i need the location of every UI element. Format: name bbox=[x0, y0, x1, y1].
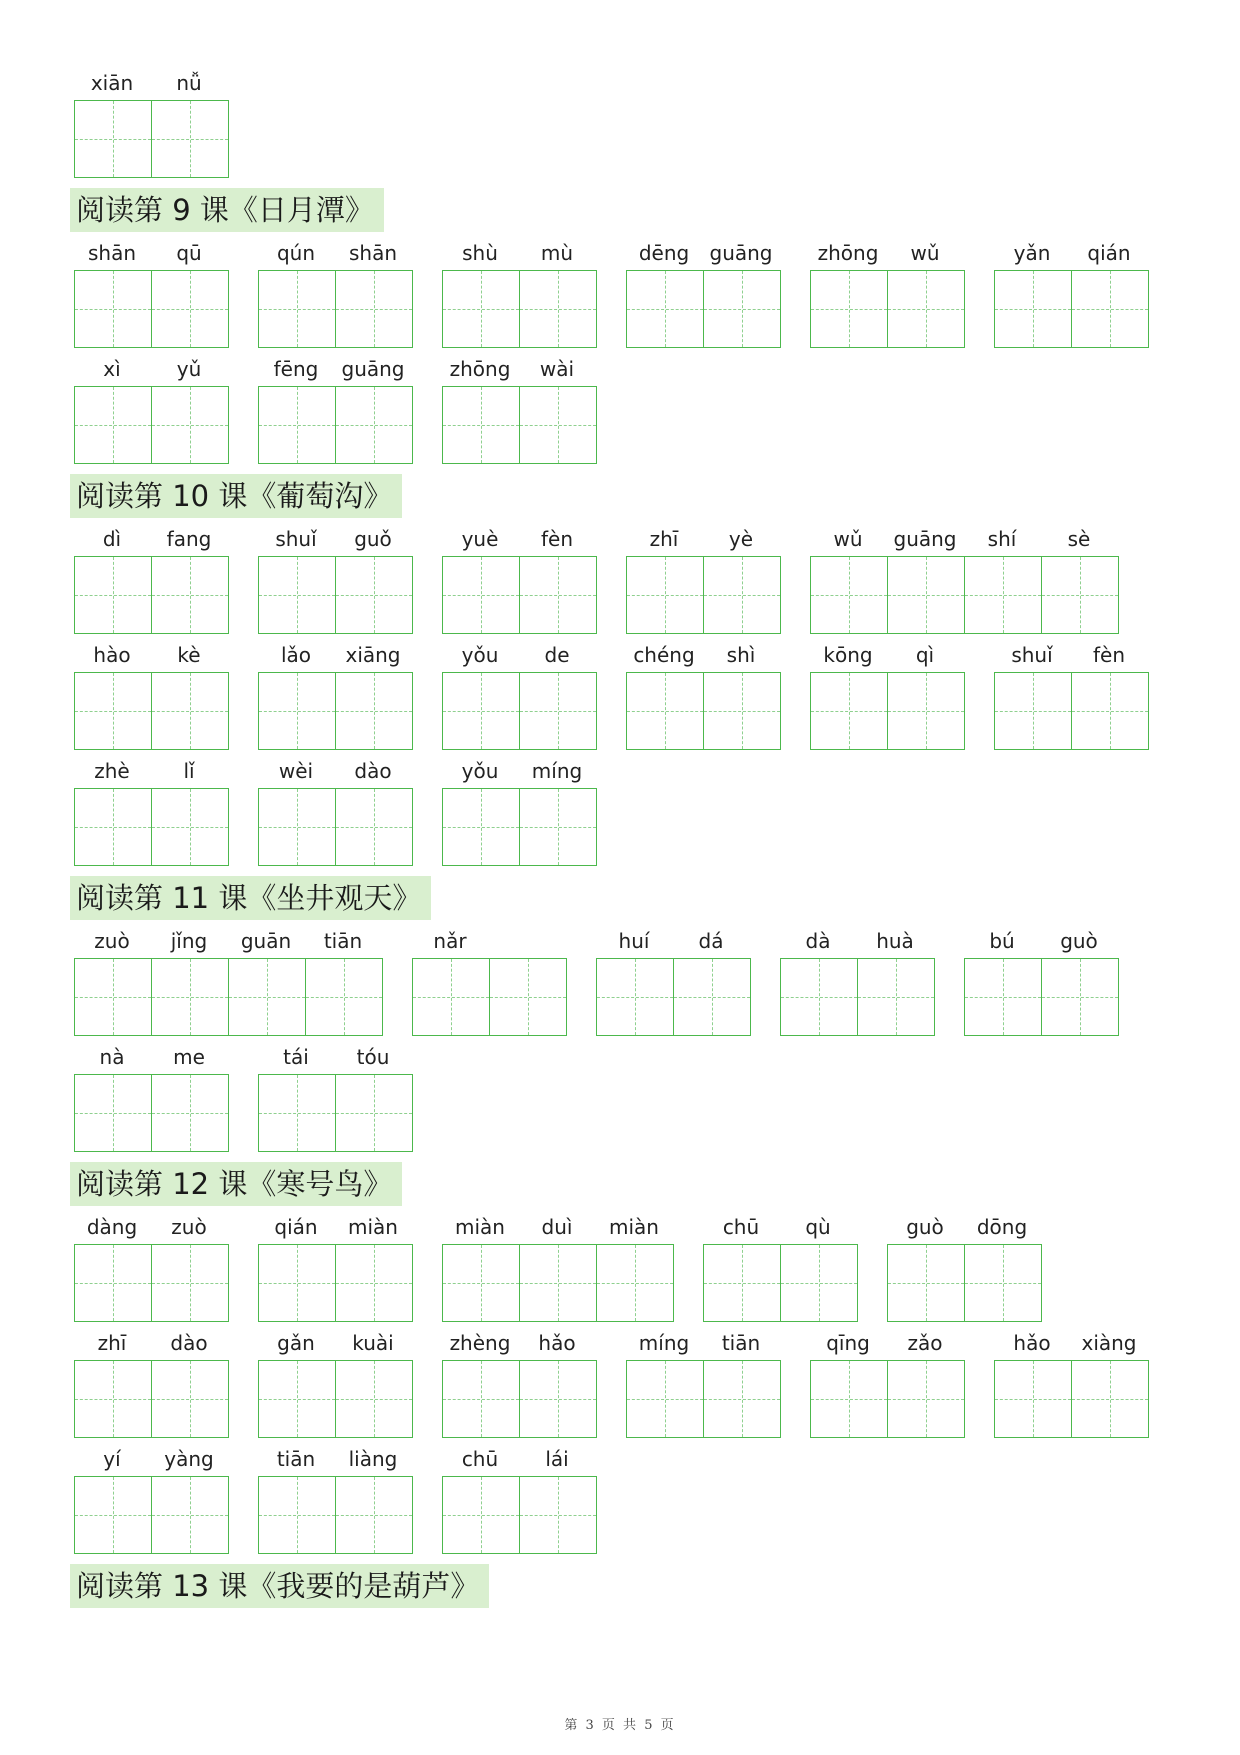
lesson-heading: 阅读第 11 课《坐井观天》 bbox=[70, 876, 431, 920]
pinyin-syllable: dì bbox=[102, 527, 122, 551]
tian-zi-ge-cell[interactable] bbox=[626, 270, 704, 348]
writing-grid bbox=[258, 1476, 413, 1554]
pinyin-syllable: miàn bbox=[609, 1215, 659, 1239]
pinyin-syllable: chū bbox=[722, 1215, 760, 1239]
pinyin-syllable: hǎo bbox=[538, 1331, 576, 1355]
tian-zi-ge-cell[interactable] bbox=[228, 958, 306, 1036]
tian-zi-ge-cell[interactable] bbox=[519, 1476, 597, 1554]
pinyin-syllable: shān bbox=[87, 241, 137, 265]
tian-zi-ge-cell[interactable] bbox=[1071, 1360, 1149, 1438]
pinyin-syllable: yuè bbox=[461, 527, 499, 551]
pinyin-syllable: dào bbox=[354, 759, 392, 783]
writing-grid bbox=[74, 1074, 229, 1152]
tian-zi-ge-cell[interactable] bbox=[994, 672, 1072, 750]
pinyin-syllable: wèi bbox=[278, 759, 314, 783]
pinyin-syllable: tóu bbox=[356, 1045, 390, 1069]
tian-zi-ge-cell[interactable] bbox=[74, 386, 152, 464]
writing-grid bbox=[74, 386, 229, 464]
writing-grid bbox=[258, 1074, 413, 1152]
tian-zi-ge-cell[interactable] bbox=[442, 788, 520, 866]
pinyin-syllable: chū bbox=[461, 1447, 499, 1471]
writing-grid bbox=[442, 788, 597, 866]
tian-zi-ge-cell[interactable] bbox=[335, 270, 413, 348]
writing-grid bbox=[994, 1360, 1149, 1438]
tian-zi-ge-cell[interactable] bbox=[810, 672, 888, 750]
pinyin-syllable: lǎo bbox=[280, 643, 312, 667]
tian-zi-ge-cell[interactable] bbox=[519, 788, 597, 866]
pinyin-syllable: xiāng bbox=[345, 643, 401, 667]
pinyin-syllable: gǎn bbox=[277, 1331, 315, 1355]
tian-zi-ge-cell[interactable] bbox=[810, 1360, 888, 1438]
pinyin-syllable: zhī bbox=[649, 527, 679, 551]
tian-zi-ge-cell[interactable] bbox=[1071, 672, 1149, 750]
pinyin-syllable: fēng bbox=[273, 357, 319, 381]
tian-zi-ge-cell[interactable] bbox=[673, 958, 751, 1036]
tian-zi-ge-cell[interactable] bbox=[489, 958, 567, 1036]
tian-zi-ge-cell[interactable] bbox=[519, 1244, 597, 1322]
writing-grid bbox=[258, 270, 413, 348]
tian-zi-ge-cell[interactable] bbox=[74, 672, 152, 750]
writing-grid bbox=[74, 556, 229, 634]
tian-zi-ge-cell[interactable] bbox=[412, 958, 490, 1036]
tian-zi-ge-cell[interactable] bbox=[626, 556, 704, 634]
writing-grid bbox=[74, 1360, 229, 1438]
tian-zi-ge-cell[interactable] bbox=[258, 672, 336, 750]
pinyin-syllable: dào bbox=[170, 1331, 208, 1355]
pinyin-syllable: yè bbox=[728, 527, 754, 551]
writing-grid bbox=[810, 1360, 965, 1438]
writing-grid bbox=[74, 270, 229, 348]
writing-grid bbox=[626, 1360, 781, 1438]
pinyin-syllable: wǔ bbox=[910, 241, 940, 265]
writing-grid bbox=[994, 672, 1149, 750]
tian-zi-ge-cell[interactable] bbox=[780, 958, 858, 1036]
pinyin-syllable: xiàng bbox=[1081, 1331, 1137, 1355]
pinyin-syllable: zhōng bbox=[449, 357, 511, 381]
tian-zi-ge-cell[interactable] bbox=[258, 386, 336, 464]
tian-zi-ge-cell[interactable] bbox=[442, 386, 520, 464]
pinyin-syllable: fèn bbox=[1092, 643, 1126, 667]
writing-grid bbox=[703, 1244, 858, 1322]
tian-zi-ge-cell[interactable] bbox=[442, 556, 520, 634]
pinyin-syllable: zuò bbox=[94, 929, 130, 953]
writing-grid bbox=[74, 1476, 229, 1554]
pinyin-syllable: zhèng bbox=[449, 1331, 511, 1355]
tian-zi-ge-cell[interactable] bbox=[335, 1476, 413, 1554]
tian-zi-ge-cell[interactable] bbox=[74, 1360, 152, 1438]
tian-zi-ge-cell[interactable] bbox=[151, 270, 229, 348]
pinyin-syllable: miàn bbox=[455, 1215, 505, 1239]
tian-zi-ge-cell[interactable] bbox=[780, 1244, 858, 1322]
tian-zi-ge-cell[interactable] bbox=[258, 1074, 336, 1152]
writing-grid bbox=[810, 556, 1119, 634]
pinyin-syllable: xì bbox=[103, 357, 121, 381]
writing-grid bbox=[74, 100, 229, 178]
pinyin-syllable: nǚ bbox=[176, 71, 202, 95]
pinyin-syllable: guāng bbox=[341, 357, 405, 381]
tian-zi-ge-cell[interactable] bbox=[810, 270, 888, 348]
pinyin-syllable: qīng bbox=[826, 1331, 870, 1355]
pinyin-syllable: kè bbox=[177, 643, 201, 667]
pinyin-syllable: sè bbox=[1067, 527, 1091, 551]
pinyin-syllable: shì bbox=[726, 643, 756, 667]
writing-grid bbox=[810, 672, 965, 750]
writing-grid bbox=[964, 958, 1119, 1036]
pinyin-syllable: qián bbox=[274, 1215, 318, 1239]
pinyin-syllable: chéng bbox=[633, 643, 695, 667]
tian-zi-ge-cell[interactable] bbox=[258, 1244, 336, 1322]
writing-grid bbox=[442, 556, 597, 634]
pinyin-syllable: miàn bbox=[348, 1215, 398, 1239]
tian-zi-ge-cell[interactable] bbox=[74, 1476, 152, 1554]
tian-zi-ge-cell[interactable] bbox=[74, 100, 152, 178]
pinyin-syllable: míng bbox=[531, 759, 583, 783]
pinyin-syllable: wǔ bbox=[833, 527, 863, 551]
tian-zi-ge-cell[interactable] bbox=[810, 556, 888, 634]
pinyin-syllable: guǒ bbox=[354, 527, 392, 551]
page-footer: 第 3 页 共 5 页 bbox=[564, 1718, 676, 1733]
pinyin-syllable: yí bbox=[103, 1447, 121, 1471]
writing-grid bbox=[442, 672, 597, 750]
tian-zi-ge-cell[interactable] bbox=[335, 1074, 413, 1152]
pinyin-syllable: de bbox=[544, 643, 570, 667]
pinyin-syllable: tiān bbox=[276, 1447, 316, 1471]
tian-zi-ge-cell[interactable] bbox=[151, 1476, 229, 1554]
writing-grid bbox=[258, 788, 413, 866]
pinyin-syllable: shù bbox=[462, 241, 498, 265]
tian-zi-ge-cell[interactable] bbox=[887, 1244, 965, 1322]
tian-zi-ge-cell[interactable] bbox=[703, 270, 781, 348]
pinyin-syllable: qián bbox=[1087, 241, 1131, 265]
pinyin-syllable: yǎn bbox=[1013, 241, 1051, 265]
pinyin-syllable: tiān bbox=[721, 1331, 761, 1355]
pinyin-syllable: míng bbox=[638, 1331, 690, 1355]
pinyin-syllable: huí bbox=[618, 929, 650, 953]
tian-zi-ge-cell[interactable] bbox=[258, 788, 336, 866]
pinyin-syllable: lǐ bbox=[183, 759, 195, 783]
writing-grid bbox=[258, 386, 413, 464]
lesson-heading: 阅读第 13 课《我要的是葫芦》 bbox=[70, 1564, 489, 1608]
pinyin-syllable: zǎo bbox=[907, 1331, 943, 1355]
pinyin-syllable: yàng bbox=[164, 1447, 214, 1471]
tian-zi-ge-cell[interactable] bbox=[626, 1360, 704, 1438]
pinyin-syllable: dà bbox=[805, 929, 831, 953]
writing-grid bbox=[442, 386, 597, 464]
pinyin-syllable: wài bbox=[539, 357, 575, 381]
tian-zi-ge-cell[interactable] bbox=[305, 958, 383, 1036]
tian-zi-ge-cell[interactable] bbox=[258, 556, 336, 634]
tian-zi-ge-cell[interactable] bbox=[519, 556, 597, 634]
writing-grid bbox=[74, 1244, 229, 1322]
tian-zi-ge-cell[interactable] bbox=[258, 1360, 336, 1438]
pinyin-syllable: duì bbox=[541, 1215, 573, 1239]
pinyin-syllable: nǎr bbox=[433, 929, 467, 953]
pinyin-syllable: shuǐ bbox=[1011, 643, 1053, 667]
writing-grid bbox=[887, 1244, 1042, 1322]
writing-grid bbox=[994, 270, 1149, 348]
tian-zi-ge-cell[interactable] bbox=[151, 958, 229, 1036]
writing-grid bbox=[442, 1360, 597, 1438]
tian-zi-ge-cell[interactable] bbox=[857, 958, 935, 1036]
tian-zi-ge-cell[interactable] bbox=[703, 1360, 781, 1438]
writing-grid bbox=[258, 672, 413, 750]
pinyin-syllable: dēng bbox=[638, 241, 690, 265]
lesson-heading: 阅读第 9 课《日月潭》 bbox=[70, 188, 384, 232]
pinyin-syllable: jǐng bbox=[170, 929, 208, 953]
writing-grid bbox=[442, 1244, 674, 1322]
pinyin-syllable: qù bbox=[805, 1215, 831, 1239]
tian-zi-ge-cell[interactable] bbox=[994, 1360, 1072, 1438]
writing-grid bbox=[258, 556, 413, 634]
tian-zi-ge-cell[interactable] bbox=[703, 1244, 781, 1322]
pinyin-syllable: shān bbox=[348, 241, 398, 265]
pinyin-syllable: guāng bbox=[893, 527, 957, 551]
tian-zi-ge-cell[interactable] bbox=[964, 1244, 1042, 1322]
writing-grid bbox=[780, 958, 935, 1036]
tian-zi-ge-cell[interactable] bbox=[703, 556, 781, 634]
tian-zi-ge-cell[interactable] bbox=[74, 1244, 152, 1322]
pinyin-syllable: qū bbox=[176, 241, 202, 265]
tian-zi-ge-cell[interactable] bbox=[151, 1074, 229, 1152]
tian-zi-ge-cell[interactable] bbox=[887, 556, 965, 634]
tian-zi-ge-cell[interactable] bbox=[74, 556, 152, 634]
tian-zi-ge-cell[interactable] bbox=[335, 1244, 413, 1322]
writing-grid bbox=[258, 1244, 413, 1322]
tian-zi-ge-cell[interactable] bbox=[151, 672, 229, 750]
pinyin-syllable: hǎo bbox=[1013, 1331, 1051, 1355]
pinyin-syllable: liàng bbox=[348, 1447, 398, 1471]
pinyin-syllable: kōng bbox=[823, 643, 873, 667]
tian-zi-ge-cell[interactable] bbox=[442, 1244, 520, 1322]
pinyin-syllable: guò bbox=[906, 1215, 944, 1239]
pinyin-syllable: qì bbox=[915, 643, 935, 667]
pinyin-syllable: fang bbox=[166, 527, 212, 551]
pinyin-syllable: guān bbox=[240, 929, 292, 953]
tian-zi-ge-cell[interactable] bbox=[626, 672, 704, 750]
tian-zi-ge-cell[interactable] bbox=[151, 100, 229, 178]
tian-zi-ge-cell[interactable] bbox=[596, 958, 674, 1036]
pinyin-syllable: zuò bbox=[171, 1215, 207, 1239]
pinyin-syllable: shuǐ bbox=[275, 527, 317, 551]
tian-zi-ge-cell[interactable] bbox=[335, 672, 413, 750]
tian-zi-ge-cell[interactable] bbox=[519, 672, 597, 750]
tian-zi-ge-cell[interactable] bbox=[887, 1360, 965, 1438]
tian-zi-ge-cell[interactable] bbox=[335, 1360, 413, 1438]
pinyin-syllable: xiān bbox=[90, 71, 134, 95]
tian-zi-ge-cell[interactable] bbox=[442, 270, 520, 348]
tian-zi-ge-cell[interactable] bbox=[335, 386, 413, 464]
tian-zi-ge-cell[interactable] bbox=[151, 386, 229, 464]
pinyin-syllable: yǒu bbox=[461, 759, 499, 783]
writing-grid bbox=[412, 958, 567, 1036]
tian-zi-ge-cell[interactable] bbox=[1041, 958, 1119, 1036]
writing-grid bbox=[442, 270, 597, 348]
tian-zi-ge-cell[interactable] bbox=[258, 1476, 336, 1554]
pinyin-syllable: lái bbox=[545, 1447, 569, 1471]
tian-zi-ge-cell[interactable] bbox=[596, 1244, 674, 1322]
writing-grid bbox=[626, 672, 781, 750]
tian-zi-ge-cell[interactable] bbox=[335, 788, 413, 866]
pinyin-syllable: nà bbox=[99, 1045, 125, 1069]
writing-grid bbox=[74, 672, 229, 750]
pinyin-syllable: zhī bbox=[97, 1331, 127, 1355]
pinyin-syllable: zhōng bbox=[817, 241, 879, 265]
tian-zi-ge-cell[interactable] bbox=[519, 386, 597, 464]
tian-zi-ge-cell[interactable] bbox=[151, 1244, 229, 1322]
writing-grid bbox=[442, 1476, 597, 1554]
pinyin-syllable: dàng bbox=[86, 1215, 138, 1239]
tian-zi-ge-cell[interactable] bbox=[1041, 556, 1119, 634]
pinyin-syllable: hào bbox=[93, 643, 131, 667]
tian-zi-ge-cell[interactable] bbox=[151, 788, 229, 866]
pinyin-syllable: qún bbox=[276, 241, 316, 265]
writing-grid bbox=[596, 958, 751, 1036]
writing-grid bbox=[626, 556, 781, 634]
tian-zi-ge-cell[interactable] bbox=[519, 1360, 597, 1438]
pinyin-syllable: yǒu bbox=[461, 643, 499, 667]
lesson-heading: 阅读第 10 课《葡萄沟》 bbox=[70, 474, 402, 518]
tian-zi-ge-cell[interactable] bbox=[887, 270, 965, 348]
writing-grid bbox=[626, 270, 781, 348]
tian-zi-ge-cell[interactable] bbox=[442, 1476, 520, 1554]
tian-zi-ge-cell[interactable] bbox=[74, 1074, 152, 1152]
pinyin-syllable: yǔ bbox=[176, 357, 202, 381]
pinyin-syllable: dá bbox=[698, 929, 724, 953]
tian-zi-ge-cell[interactable] bbox=[887, 672, 965, 750]
tian-zi-ge-cell[interactable] bbox=[335, 556, 413, 634]
pinyin-syllable: fèn bbox=[540, 527, 574, 551]
pinyin-syllable: tiān bbox=[323, 929, 363, 953]
tian-zi-ge-cell[interactable] bbox=[994, 270, 1072, 348]
tian-zi-ge-cell[interactable] bbox=[258, 270, 336, 348]
tian-zi-ge-cell[interactable] bbox=[964, 556, 1042, 634]
tian-zi-ge-cell[interactable] bbox=[74, 788, 152, 866]
lesson-heading: 阅读第 12 课《寒号鸟》 bbox=[70, 1162, 402, 1206]
tian-zi-ge-cell[interactable] bbox=[151, 556, 229, 634]
tian-zi-ge-cell[interactable] bbox=[74, 958, 152, 1036]
pinyin-syllable: tái bbox=[283, 1045, 309, 1069]
pinyin-syllable: zhè bbox=[94, 759, 130, 783]
writing-grid bbox=[258, 1360, 413, 1438]
pinyin-syllable: guāng bbox=[709, 241, 773, 265]
tian-zi-ge-cell[interactable] bbox=[442, 672, 520, 750]
pinyin-syllable: me bbox=[173, 1045, 205, 1069]
tian-zi-ge-cell[interactable] bbox=[964, 958, 1042, 1036]
tian-zi-ge-cell[interactable] bbox=[1071, 270, 1149, 348]
pinyin-syllable: dōng bbox=[976, 1215, 1028, 1239]
pinyin-syllable: shí bbox=[987, 527, 1017, 551]
tian-zi-ge-cell[interactable] bbox=[74, 270, 152, 348]
tian-zi-ge-cell[interactable] bbox=[442, 1360, 520, 1438]
writing-grid bbox=[810, 270, 965, 348]
writing-grid bbox=[74, 788, 229, 866]
writing-grid bbox=[74, 958, 383, 1036]
pinyin-syllable: mù bbox=[540, 241, 574, 265]
pinyin-syllable: huà bbox=[876, 929, 914, 953]
pinyin-syllable: kuài bbox=[352, 1331, 394, 1355]
pinyin-syllable: guò bbox=[1060, 929, 1098, 953]
tian-zi-ge-cell[interactable] bbox=[519, 270, 597, 348]
tian-zi-ge-cell[interactable] bbox=[703, 672, 781, 750]
tian-zi-ge-cell[interactable] bbox=[151, 1360, 229, 1438]
pinyin-syllable: bú bbox=[989, 929, 1015, 953]
